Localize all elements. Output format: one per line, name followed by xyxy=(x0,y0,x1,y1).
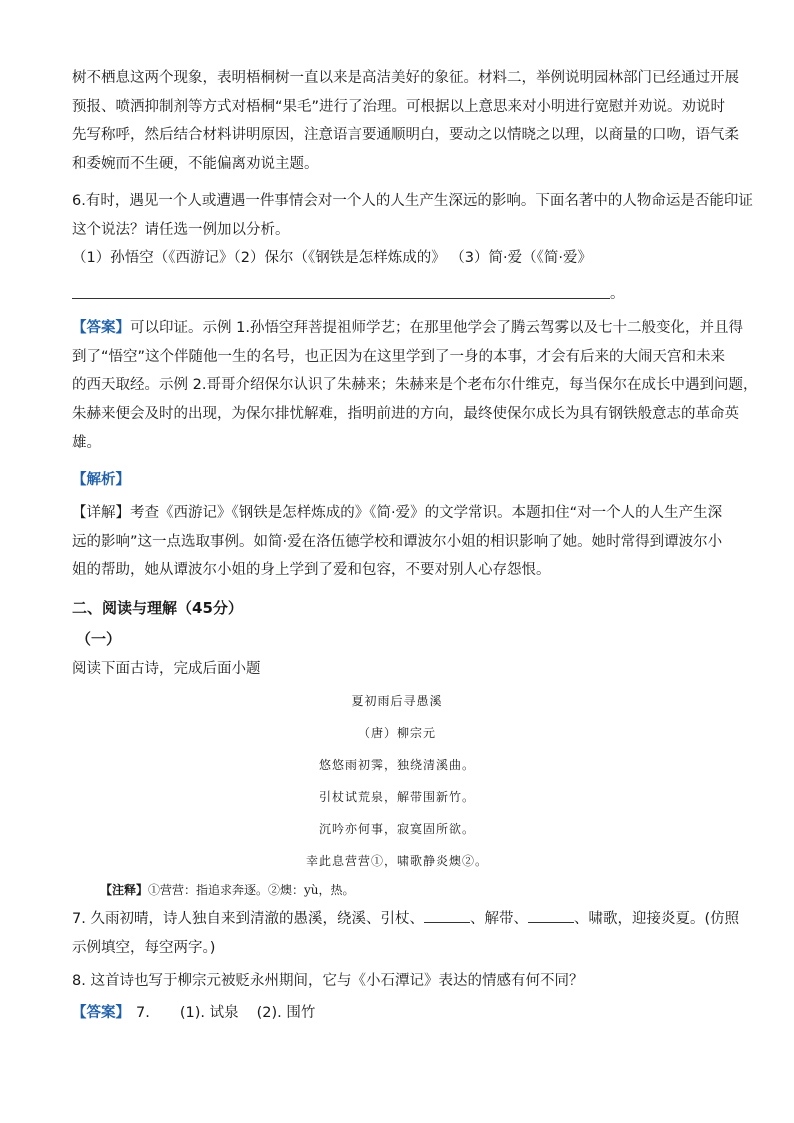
text-line: 预报、喷洒抑制剂等方式对梧桐“果毛”进行了治理。可根据以上意思来对小明进行宽慰并劝说。劝说时 xyxy=(72,98,726,115)
text-line: 姐的帮助，她从谭波尔小姐的身上学到了爱和包容，不要对别人心存怨恨。 xyxy=(72,562,551,579)
text-line: 6.有时，遇见一个人或遭遇一件事情会对一个人的人生产生深远的影响。下面名著中的人物命运是否能印证 xyxy=(72,193,753,209)
answer-tag: 【答案】 xyxy=(72,1005,130,1021)
question-8: 8. 这首诗也写于柳宗元被贬永州期间，它与《小石潭记》表达的情感有何不同？ xyxy=(72,973,584,989)
poem-line: 引杖试荒泉，解带围新竹。 xyxy=(318,790,475,804)
fill-blank[interactable] xyxy=(424,908,470,923)
text-line: 到了“悟空”这个伴随他一生的名号，也正因为在这里学到了一身的本事，才会有后来的大闹天宫和未来 xyxy=(72,348,726,365)
text-line: 朱赫来便会及时的出现，为保尔排忧解难，指明前进的方向，最终使保尔成长为具有钢铁般意志的革命英 xyxy=(72,406,739,423)
note-tag: 【注释】 xyxy=(100,883,149,897)
text-line: 远的影响”这一点选取事例。如简·爱在洛伍德学校和谭波尔小姐的相识影响了她。她时常得到谭波尔小 xyxy=(72,533,723,550)
intro-paragraph xyxy=(72,64,739,179)
subsection-heading: （一） xyxy=(76,630,122,648)
poem-author: （唐）柳宗元 xyxy=(357,726,436,740)
poem-note xyxy=(100,881,355,898)
detail-tag: 【详解】 xyxy=(72,505,130,521)
answer-tag: 【答案】 xyxy=(72,320,130,336)
text-line: 考查《西游记》《钢铁是怎样炼成的》《简·爱》的文学常识。本题扣住“对一个人的人生产生深 xyxy=(130,505,723,521)
poem-line: 幸此息营营①，啸歌静炎燠②。 xyxy=(305,854,488,868)
text-line: 的西天取经。示例 2.哥哥介绍保尔认识了朱赫来；朱赫来是个老布尔什维克，每当保尔在成长中遇到问题， xyxy=(72,377,758,394)
text-line: 这个说法？请任选一例加以分析。 xyxy=(72,221,290,238)
question-6-options: （1）孙悟空（《西游记》（2）保尔（《钢铁是怎样炼成的》 （3）简·爱（《简·爱》 xyxy=(72,250,593,267)
reading-instruction: 阅读下面古诗，完成后面小题 xyxy=(72,661,261,677)
answer-number: 7. xyxy=(136,1005,150,1021)
analysis-tag: 【解析】 xyxy=(72,472,130,488)
text-line: 示例填空，每空两字。) xyxy=(72,939,216,956)
question-7-answer xyxy=(72,1001,333,1022)
answer-item: (1). 试泉 xyxy=(179,1005,239,1021)
text-line: 和委婉而不生硬，不能偏离劝说主题。 xyxy=(72,156,319,173)
text-line: 树不栖息这两个现象，表明梧桐树一直以来是高洁美好的象征。材料二，举例说明园林部门已经通过开展 xyxy=(72,70,739,86)
text-line: 先写称呼，然后结合材料讲明原因，注意语言要通顺明白，要动之以情晓之以理，以商量的口吻，语气柔 xyxy=(72,127,739,144)
question-6 xyxy=(72,187,753,273)
poem-title: 夏初雨后寻愚溪 xyxy=(351,694,443,708)
answer-item: (2). 围竹 xyxy=(256,1005,316,1021)
poem-line: 悠悠雨初霁，独绕清溪曲。 xyxy=(318,758,475,772)
detail-section xyxy=(72,499,724,585)
answer-blank-line xyxy=(72,298,610,299)
fill-blank[interactable] xyxy=(528,908,574,923)
text-line: 可以印证。示例 1.孙悟空拜菩提祖师学艺；在那里他学会了腾云驾雾以及七十二般变化，并且得 xyxy=(130,320,743,336)
section-heading: 二、阅读与理解（45分） xyxy=(72,599,243,617)
question-6-answer xyxy=(72,314,758,458)
blank-period: 。 xyxy=(610,286,625,302)
text-line: 雄。 xyxy=(72,434,101,451)
poem-line: 沉吟亦何事，寂寞固所欲。 xyxy=(318,822,475,836)
question-7: 7. 久雨初晴，诗人独自来到清澈的愚溪，绕溪、引杖、 、解带、 、啸歌，迎接炎夏。(仿照 示例填空，每空两字。) xyxy=(72,905,724,962)
note-text: ①营营：指追求奔逐。②燠：yù，热。 xyxy=(148,883,355,897)
analysis-section xyxy=(72,466,724,495)
